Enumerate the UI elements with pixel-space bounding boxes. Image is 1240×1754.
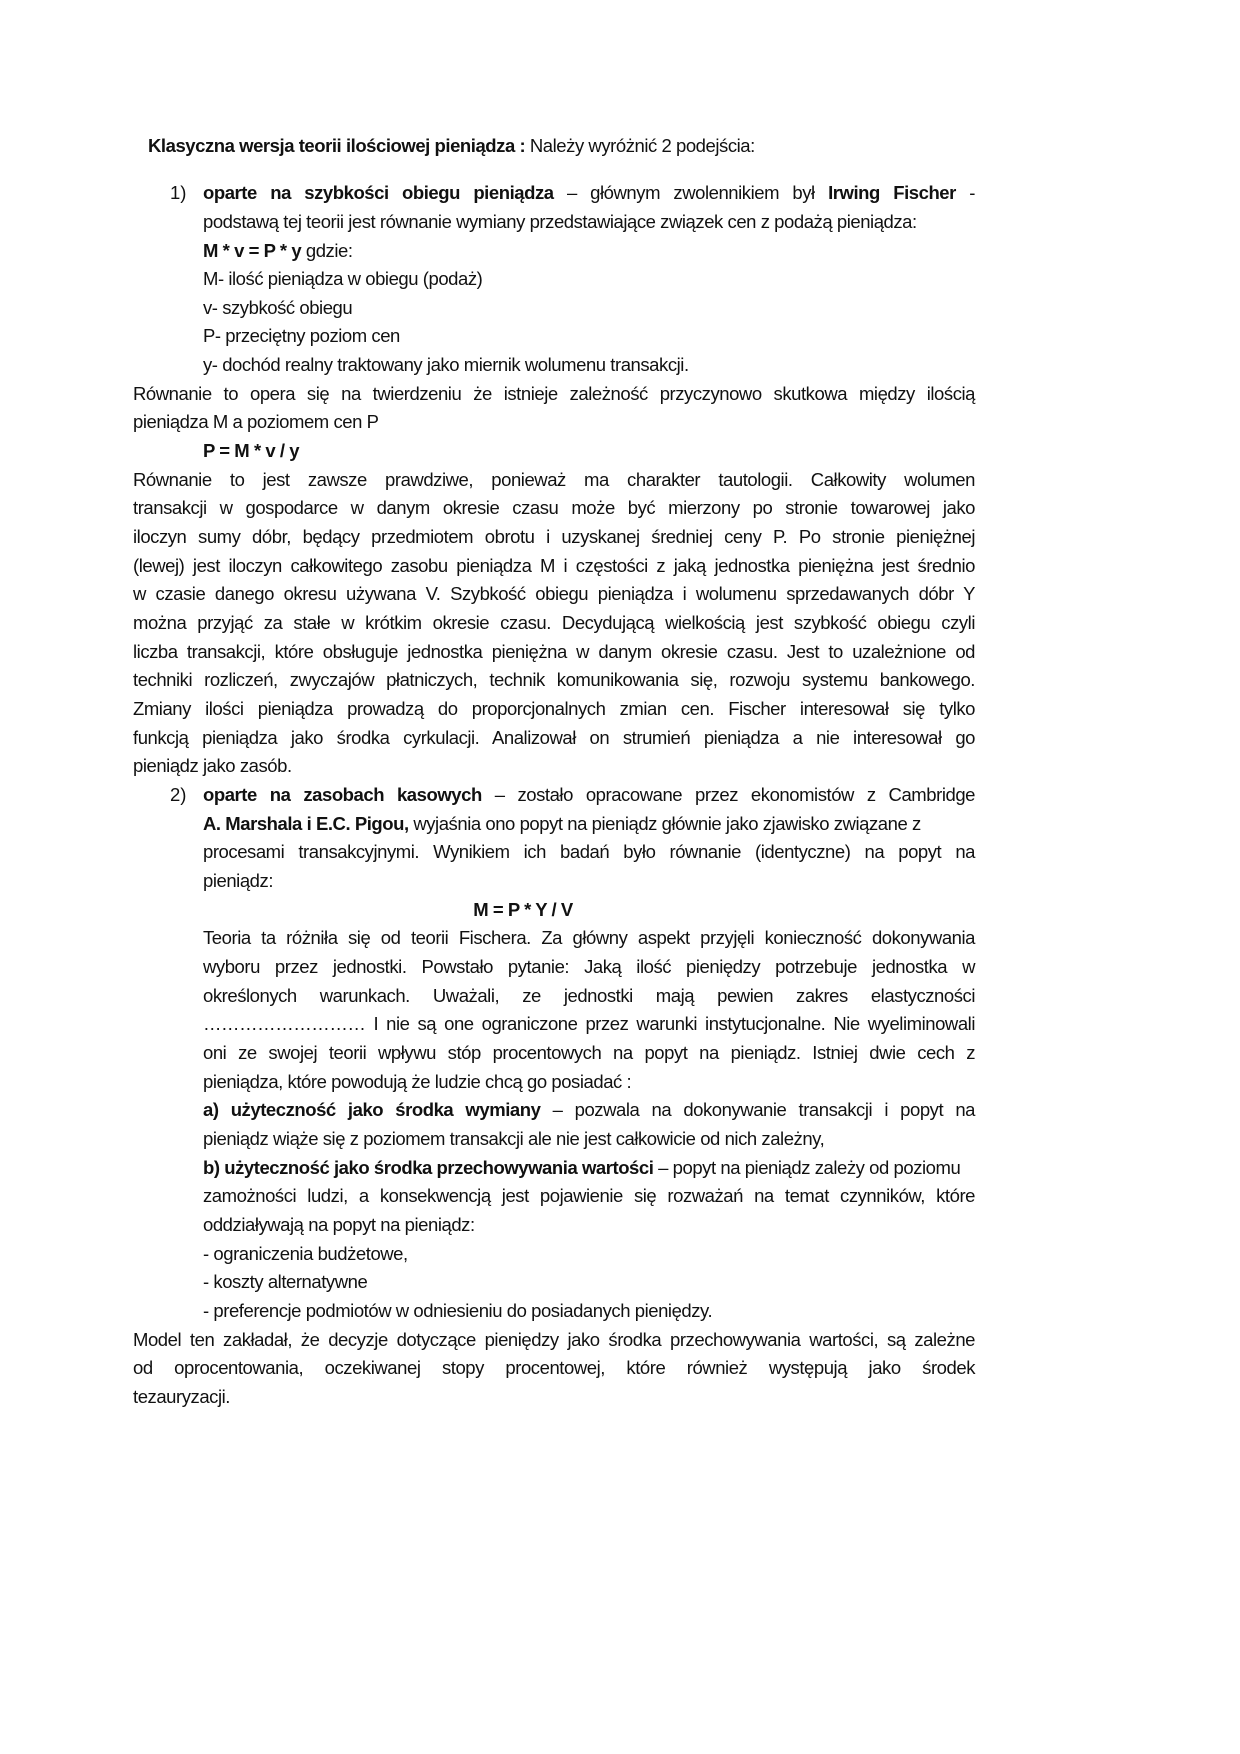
- fischer-name: Irwing Fischer: [828, 182, 956, 203]
- title-rest: Należy wyróżnić 2 podejścia:: [525, 135, 755, 156]
- para1-line2: pieniądza M a poziomem cen P: [133, 411, 379, 432]
- section2-para-line: pieniądza, które powodują że ludzie chcą go posiadać :: [203, 1071, 632, 1092]
- section2-line4: pieniądz:: [203, 870, 274, 891]
- section2-para-line: wyboru przez jednostki. Powstało pytanie: Jaką ilość pieniędzy potrzebuje jednostka w: [203, 956, 975, 977]
- point-a-text: – pozwala na dokonywanie transakcji i popyt na: [540, 1099, 975, 1120]
- section2-line1-text: – zostało opracowane przez ekonomistów z Cambridge: [481, 784, 975, 805]
- section2-heading: oparte na zasobach kasowych: [203, 784, 482, 805]
- section2-para-line: określonych warunkach. Uważali, ze jednostki mają pewien zakres elastyczności: [203, 985, 975, 1006]
- definition-m: M- ilość pieniądza w obiegu (podaż): [203, 268, 483, 289]
- title-bold: Klasyczna wersja teorii ilościowej pieniądza :: [148, 135, 526, 156]
- document-title: [148, 132, 755, 160]
- para2-line: techniki rozliczeń, zwyczajów płatniczych, technik komunikowania się, rozwoju systemu bankowego.: [133, 669, 975, 690]
- para2-line: funkcją pieniądza jako środka cyrkulacji. Analizował on strumień pieniądza a nie interesował go: [133, 727, 975, 748]
- section1-heading: oparte na szybkości obiegu pieniądza: [203, 182, 554, 203]
- closing-line: Model ten zakładał, że decyzje dotyczące pieniędzy jako środka przechowywania wartości, są zależne: [133, 1329, 975, 1350]
- section1-line2: podstawą tej teorii jest równanie wymiany przedstawiające związek cen z podażą pieniądza:: [203, 211, 917, 232]
- point-b-line3: oddziaływają na popyt na pieniądz:: [203, 1214, 475, 1235]
- section1-line1-text: – głównym zwolennikiem był: [553, 182, 829, 203]
- equation-price-level: P = M * v / y: [203, 440, 300, 461]
- point-b-heading: b) użyteczność jako środka przechowywania wartości: [203, 1157, 654, 1178]
- para2-line: liczba transakcji, które obsługuje jednostka pieniężna w danym okresie czasu. Jest to uzależnione od: [133, 641, 975, 662]
- cambridge-names: A. Marshala i E.C. Pigou,: [203, 813, 409, 834]
- section1-dash: -: [955, 182, 975, 203]
- section2-para-line: oni ze swojej teorii wpływu stóp procentowych na popyt na pieniądz. Istniej dwie cech z: [203, 1042, 975, 1063]
- factor-item: - ograniczenia budżetowe,: [203, 1243, 408, 1264]
- section1-equation-line: [203, 237, 353, 265]
- definition-v: v- szybkość obiegu: [203, 297, 353, 318]
- point-a-line2: pieniądz wiąże się z poziomem transakcji ale nie jest całkowicie od nich zależny,: [203, 1128, 825, 1149]
- section2-line2-text: wyjaśnia ono popyt na pieniądz głównie jako zjawisko związane z: [408, 813, 921, 834]
- section1-line1: [203, 179, 975, 207]
- point-b-line2: zamożności ludzi, a konsekwencją jest pojawienie się rozważań na temat czynników, które: [203, 1185, 975, 1206]
- factor-item: - koszty alternatywne: [203, 1271, 368, 1292]
- factor-item: - preferencje podmiotów w odniesieniu do posiadanych pieniędzy.: [203, 1300, 713, 1321]
- section2-number: 2): [170, 784, 187, 805]
- section2-line3: procesami transakcyjnymi. Wynikiem ich badań było równanie (identyczne) na popyt na: [203, 841, 975, 862]
- definition-p: P- przeciętny poziom cen: [203, 325, 400, 346]
- para2-line: Równanie to jest zawsze prawdziwe, ponieważ ma charakter tautologii. Całkowity wolumen: [133, 469, 975, 490]
- equation-suffix: gdzie:: [301, 240, 353, 261]
- para2-line: transakcji w gospodarce w danym okresie czasu może być mierzony po stronie towarowej jako: [133, 497, 975, 518]
- section2-line2: [203, 810, 921, 838]
- para2-line: (lewej) jest iloczyn całkowitego zasobu pieniądza M i częstości z jaką jednostka pieniężna jest średnio: [133, 555, 975, 576]
- para2-line: pieniądz jako zasób.: [133, 755, 292, 776]
- section2-line1: [203, 781, 975, 809]
- point-a-heading: a) użyteczność jako środka wymiany: [203, 1099, 541, 1120]
- point-b-line1: [203, 1154, 960, 1182]
- section2-para-line: Teoria ta różniła się od teorii Fischera. Za główny aspekt przyjęli konieczność dokonywania: [203, 927, 975, 948]
- equation-cambridge: M = P * Y / V: [473, 899, 573, 920]
- para2-line: można przyjąć za stałe w krótkim okresie czasu. Decydującą wielkością jest szybkość obiegu czyli: [133, 612, 975, 633]
- para1-line1: Równanie to opera się na twierdzeniu że istnieje zależność przyczynowo skutkowa między ilością: [133, 383, 975, 404]
- para2-line: w czasie danego okresu używana V. Szybkość obiegu pieniądza i wolumenu sprzedawanych dóbr Y: [133, 583, 975, 604]
- section2-para-line: ……………………… I nie są one ograniczone przez warunki instytucjonalne. Nie wyeliminowali: [203, 1013, 975, 1034]
- closing-line: tezauryzacji.: [133, 1386, 230, 1407]
- equation-exchange: M * v = P * y: [203, 240, 302, 261]
- section1-number: 1): [170, 182, 187, 203]
- closing-line: od oprocentowania, oczekiwanej stopy procentowej, które również występują jako środek: [133, 1357, 975, 1378]
- point-b-text: – popyt na pieniądz zależy od poziomu: [653, 1157, 961, 1178]
- definition-y: y- dochód realny traktowany jako miernik wolumenu transakcji.: [203, 354, 689, 375]
- para2-line: Zmiany ilości pieniądza prowadzą do proporcjonalnych zmian cen. Fischer interesował się tylko: [133, 698, 975, 719]
- para2-line: iloczyn sumy dóbr, będący przedmiotem obrotu i uzyskanej średniej ceny P. Po stronie pieniężnej: [133, 526, 975, 547]
- point-a-line1: [203, 1096, 975, 1124]
